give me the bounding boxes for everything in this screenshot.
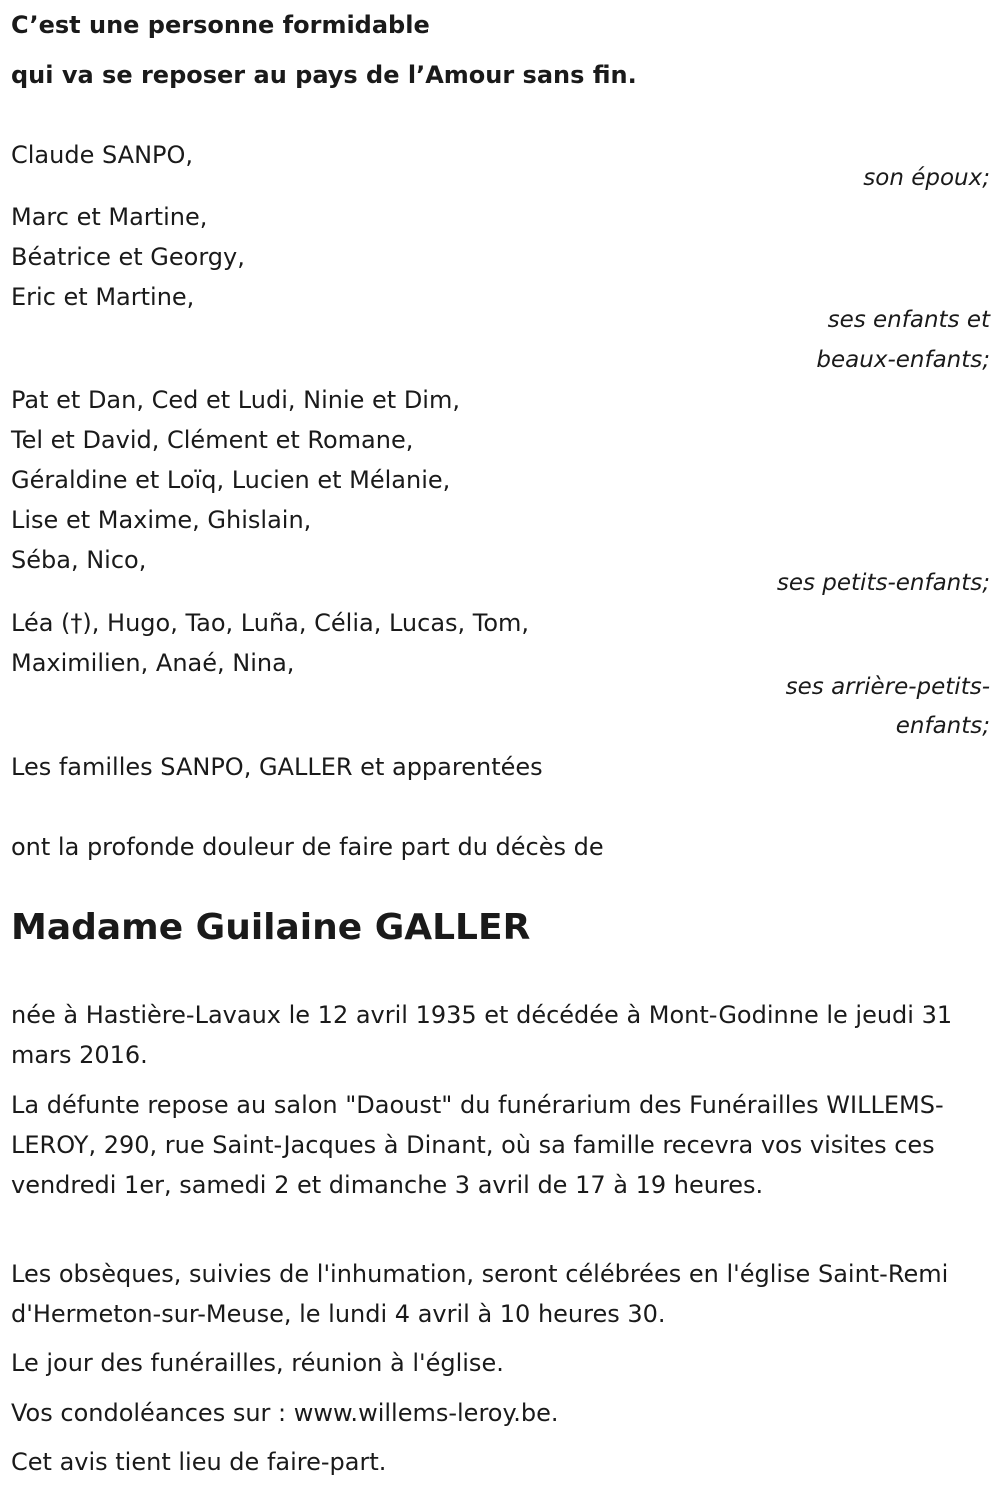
epigraph-line-1: C’est une personne formidable — [11, 11, 430, 39]
great-grandchild-line: Léa (†), Hugo, Tao, Luña, Célia, Lucas, Tom, — [11, 609, 530, 637]
birth-death-paragraph: née à Hastière-Lavaux le 12 avril 1935 et décédée à Mont-Godinne le jeudi 31 mars 2016. — [11, 1001, 953, 1069]
families-line: Les familles SANPO, GALLER et apparentées — [11, 753, 543, 781]
children-relation-line-2: beaux-enfants; — [816, 347, 990, 373]
deceased-name: Madame Guilaine GALLER — [11, 907, 531, 948]
grandchild-line: Lise et Maxime, Ghislain, — [11, 506, 312, 534]
grandchildren-relation: ses petits-enfants; — [776, 570, 990, 596]
announcement-line: ont la profonde douleur de faire part du décès de — [11, 833, 604, 861]
grandchild-line: Pat et Dan, Ced et Ludi, Ninie et Dim, — [11, 386, 460, 414]
children-relation-line-1: ses enfants et — [827, 307, 990, 333]
funeral-paragraph: Les obsèques, suivies de l'inhumation, seront célébrées en l'église Saint-Remi d'Hermeton-sur-Meuse, le lundi 4 avril à 10 heures 30. — [11, 1260, 949, 1328]
grandchild-line: Tel et David, Clément et Romane, — [11, 426, 414, 454]
spouse-relation: son époux; — [863, 165, 990, 191]
child-line: Eric et Martine, — [11, 283, 195, 311]
grandchild-line: Géraldine et Loïq, Lucien et Mélanie, — [11, 466, 451, 494]
spouse-name: Claude SANPO, — [11, 141, 194, 169]
grandchild-line: Séba, Nico, — [11, 546, 147, 574]
child-line: Béatrice et Georgy, — [11, 243, 245, 271]
epigraph-line-2: qui va se reposer au pays de l’Amour sans fin. — [11, 61, 637, 89]
gathering-paragraph: Le jour des funérailles, réunion à l'église. — [11, 1349, 504, 1377]
notice-paragraph: Cet avis tient lieu de faire-part. — [11, 1448, 387, 1476]
child-line: Marc et Martine, — [11, 203, 208, 231]
great-grandchild-line: Maximilien, Anaé, Nina, — [11, 649, 295, 677]
condolences-paragraph: Vos condoléances sur : www.willems-leroy.be. — [11, 1399, 559, 1427]
great-grandchildren-relation-line-1: ses arrière-petits- — [785, 674, 990, 700]
great-grandchildren-relation-line-2: enfants; — [895, 713, 990, 739]
visitation-paragraph: La défunte repose au salon "Daoust" du funérarium des Funérailles WILLEMS-LEROY, 290, rue Saint-Jacques à Dinant, où sa famille recevra vos visites ces vendredi 1er, samedi 2 et dimanche 3 avril de 17 à 19 heures. — [11, 1091, 944, 1199]
